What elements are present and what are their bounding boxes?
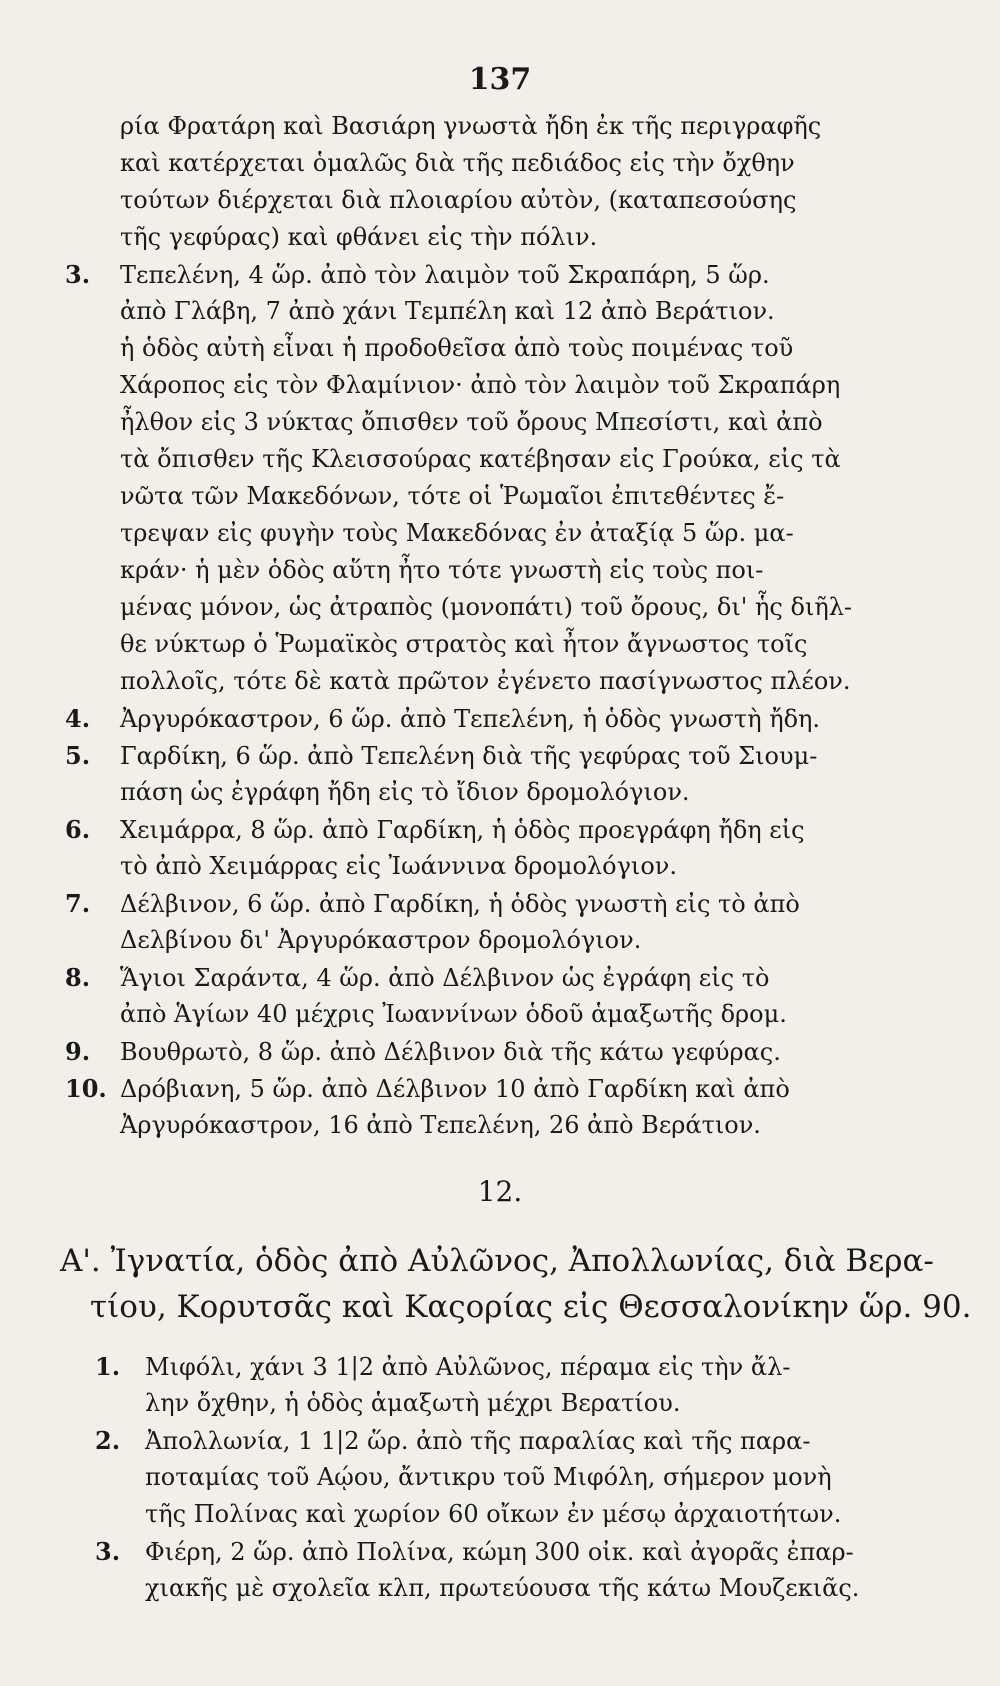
line-text: πάση ὡς ἐγράφη ἤδη εἰς τὸ ἴδιον δρομολόγιον. <box>120 778 690 806</box>
text-line <box>95 1348 910 1385</box>
line-text: πολλοῖς, τότε δὲ κατὰ πρῶτον ἐγένετο πασίγνωστος πλέον. <box>120 667 851 695</box>
line-text: Χάροπος εἰς τὸν Φλαμίνιον· ἀπὸ τὸν λαιμὸν τοῦ Σκραπάρη <box>120 371 841 399</box>
line-text: Φιέρη, 2 ὥρ. ἀπὸ Πολίνα, κώμη 300 οἰκ. καὶ ἀγορᾶς ἐπαρ- <box>145 1538 854 1566</box>
line-text: ἀπὸ Γλάβη, 7 ἀπὸ χάνι Τεμπέλη καὶ 12 ἀπὸ Βεράτιον. <box>120 297 775 325</box>
line-text: καὶ κατέρχεται ὁμαλῶς διὰ τῆς πεδιάδος εἰς τὴν ὄχθην <box>120 149 795 177</box>
item-number: 6. <box>65 815 91 844</box>
line-text: τῆς Πολίνας καὶ χωρίον 60 οἴκων ἐν μέσῳ ἀρχαιοτήτων. <box>145 1500 842 1528</box>
line-text: ποταμίας τοῦ Αῴου, ἄντικρυ τοῦ Μιφόλη, σήμερον μονὴ <box>145 1463 832 1491</box>
line-text: μένας μόνον, ὡς ἀτραπὸς (μονοπάτι) τοῦ ὄρους, δι' ἧς διῆλ- <box>120 593 853 621</box>
line-text: Ἀργυρόκαστρον, 16 ἀπὸ Τεπελένη, 26 ἀπὸ Βεράτιον. <box>120 1111 761 1139</box>
text-line <box>120 330 910 367</box>
text-line <box>120 663 910 700</box>
heading-line: τίου, Κορυτσᾶς καὶ Καςορίας εἰς Θεσσαλονίκην ὥρ. 90. <box>90 1289 972 1325</box>
item-number: 9. <box>65 1037 91 1066</box>
text-line <box>120 848 910 885</box>
route-stations-list <box>95 1348 910 1607</box>
text-line <box>120 515 910 552</box>
line-text: λην ὄχθην, ἡ ὁδὸς ἁμαξωτὴ μέχρι Βερατίου. <box>145 1389 681 1417</box>
text-line <box>65 811 910 848</box>
text-line <box>65 885 910 922</box>
item-number: 8. <box>65 963 91 992</box>
text-line <box>120 589 910 626</box>
text-line <box>95 1422 910 1459</box>
line-text: ἀπὸ Ἁγίων 40 μέχρις Ἰωαννίνων ὁδοῦ ἁμαξωτῆς δρομ. <box>120 1000 787 1028</box>
line-text: κράν· ἡ μὲν ὁδὸς αὕτη ἦτο τότε γνωστὴ εἰς τοὺς ποι- <box>120 556 764 584</box>
text-line <box>120 108 910 145</box>
text-line <box>120 404 910 441</box>
text-line <box>120 219 910 256</box>
item-number: 10. <box>65 1074 107 1103</box>
line-text: θε νύκτωρ ὁ Ῥωμαϊκὸς στρατὸς καὶ ἦτον ἄγνωστος τοῖς <box>120 630 808 658</box>
text-line <box>65 1033 910 1070</box>
text-line <box>95 1533 910 1570</box>
text-line <box>120 922 910 959</box>
text-line <box>120 145 910 182</box>
text-line <box>65 700 910 737</box>
line-text: χιακῆς μὲ σχολεῖα κλπ, πρωτεύουσα τῆς κάτω Μουζεκιᾶς. <box>145 1574 860 1602</box>
line-text: τῆς γεφύρας) καὶ φθάνει εἰς τὴν πόλιν. <box>120 223 598 251</box>
item-number: 3. <box>95 1537 121 1566</box>
section-number: 12. <box>477 1175 523 1208</box>
text-line <box>120 367 910 404</box>
item-number: 4. <box>65 704 91 733</box>
text-line <box>120 182 910 219</box>
text-line <box>65 959 910 996</box>
text-line <box>145 1570 910 1607</box>
line-text: Μιφόλι, χάνι 3 1|2 ἀπὸ Αὐλῶνος, πέραμα εἰς τὴν ἄλ- <box>145 1353 791 1381</box>
line-text: νῶτα τῶν Μακεδόνων, τότε οἱ Ῥωμαῖοι ἐπιτεθέντες ἔ- <box>120 482 785 510</box>
line-text: Δελβίνου δι' Ἀργυρόκαστρον δρομολόγιον. <box>120 926 642 954</box>
route-heading <box>60 1238 972 1330</box>
line-text: ἡ ὁδὸς αὐτὴ εἶναι ἡ προδοθεῖσα ἀπὸ τοὺς ποιμένας τοῦ <box>120 334 794 362</box>
text-line <box>65 256 910 293</box>
heading-line: Α'. Ἰγνατία, ὁδὸς ἀπὸ Αὐλῶνος, Ἀπολλωνίας, διὰ Βερα- <box>60 1243 934 1279</box>
line-text: Δέλβινον, 6 ὥρ. ἀπὸ Γαρδίκη, ἡ ὁδὸς γνωστὴ εἰς τὸ ἀπὸ <box>120 890 800 918</box>
text-line <box>120 441 910 478</box>
line-text: τὸ ἀπὸ Χειμάρρας εἰς Ἰωάννινα δρομολόγιον. <box>120 852 677 880</box>
item-number: 3. <box>65 260 91 289</box>
itinerary-paragraph <box>65 108 910 1144</box>
item-number: 1. <box>95 1352 121 1381</box>
line-text: Δρόβιανη, 5 ὥρ. ἀπὸ Δέλβινον 10 ἀπὸ Γαρδίκη καὶ ἀπὸ <box>120 1075 790 1103</box>
text-line <box>65 737 910 774</box>
text-line <box>120 1107 910 1144</box>
item-number: 5. <box>65 741 91 770</box>
line-text: Ἀργυρόκαστρον, 6 ὥρ. ἀπὸ Τεπελένη, ἡ ὁδὸς γνωστὴ ἤδη. <box>120 705 821 733</box>
text-line <box>145 1385 910 1422</box>
line-text: Χειμάρρα, 8 ὥρ. ἀπὸ Γαρδίκη, ἡ ὁδὸς προεγράφη ἤδη εἰς <box>120 816 805 844</box>
text-line <box>120 626 910 663</box>
line-text: Βουθρωτὸ, 8 ὥρ. ἀπὸ Δέλβινον διὰ τῆς κάτω γεφύρας. <box>120 1038 781 1066</box>
line-text: ρία Φρατάρη καὶ Βασιάρη γνωστὰ ἤδη ἐκ τῆς περιγραφῆς <box>120 112 822 140</box>
text-line <box>145 1496 910 1533</box>
page-number: 137 <box>468 62 532 97</box>
text-line <box>65 1070 910 1107</box>
text-line <box>145 1459 910 1496</box>
line-text: Γαρδίκη, 6 ὥρ. ἀπὸ Τεπελένη διὰ τῆς γεφύρας τοῦ Σιουμ- <box>120 742 818 770</box>
line-text: Τεπελένη, 4 ὥρ. ἀπὸ τὸν λαιμὸν τοῦ Σκραπάρη, 5 ὥρ. <box>120 261 770 289</box>
text-line <box>120 293 910 330</box>
item-number: 7. <box>65 889 91 918</box>
text-line <box>120 996 910 1033</box>
line-text: Ἅγιοι Σαράντα, 4 ὥρ. ἀπὸ Δέλβινον ὡς ἐγράφη εἰς τὸ <box>120 964 770 992</box>
item-number: 2. <box>95 1426 121 1455</box>
line-text: ἦλθον εἰς 3 νύκτας ὄπισθεν τοῦ ὄρους Μπεσίστι, καὶ ἀπὸ <box>120 408 823 436</box>
line-text: τούτων διέρχεται διὰ πλοιαρίου αὐτὸν, (καταπεσούσης <box>120 186 797 214</box>
text-line <box>120 478 910 515</box>
text-line <box>120 552 910 589</box>
line-text: τὰ ὄπισθεν τῆς Κλεισσούρας κατέβησαν εἰς Γρούκα, εἰς τὰ <box>120 445 841 473</box>
line-text: Ἀπολλωνία, 1 1|2 ὥρ. ἀπὸ τῆς παραλίας καὶ τῆς παρα- <box>145 1427 811 1455</box>
line-text: τρεψαν εἰς φυγὴν τοὺς Μακεδόνας ἐν ἀταξίᾳ 5 ὥρ. μα- <box>120 519 794 547</box>
text-line <box>120 774 910 811</box>
